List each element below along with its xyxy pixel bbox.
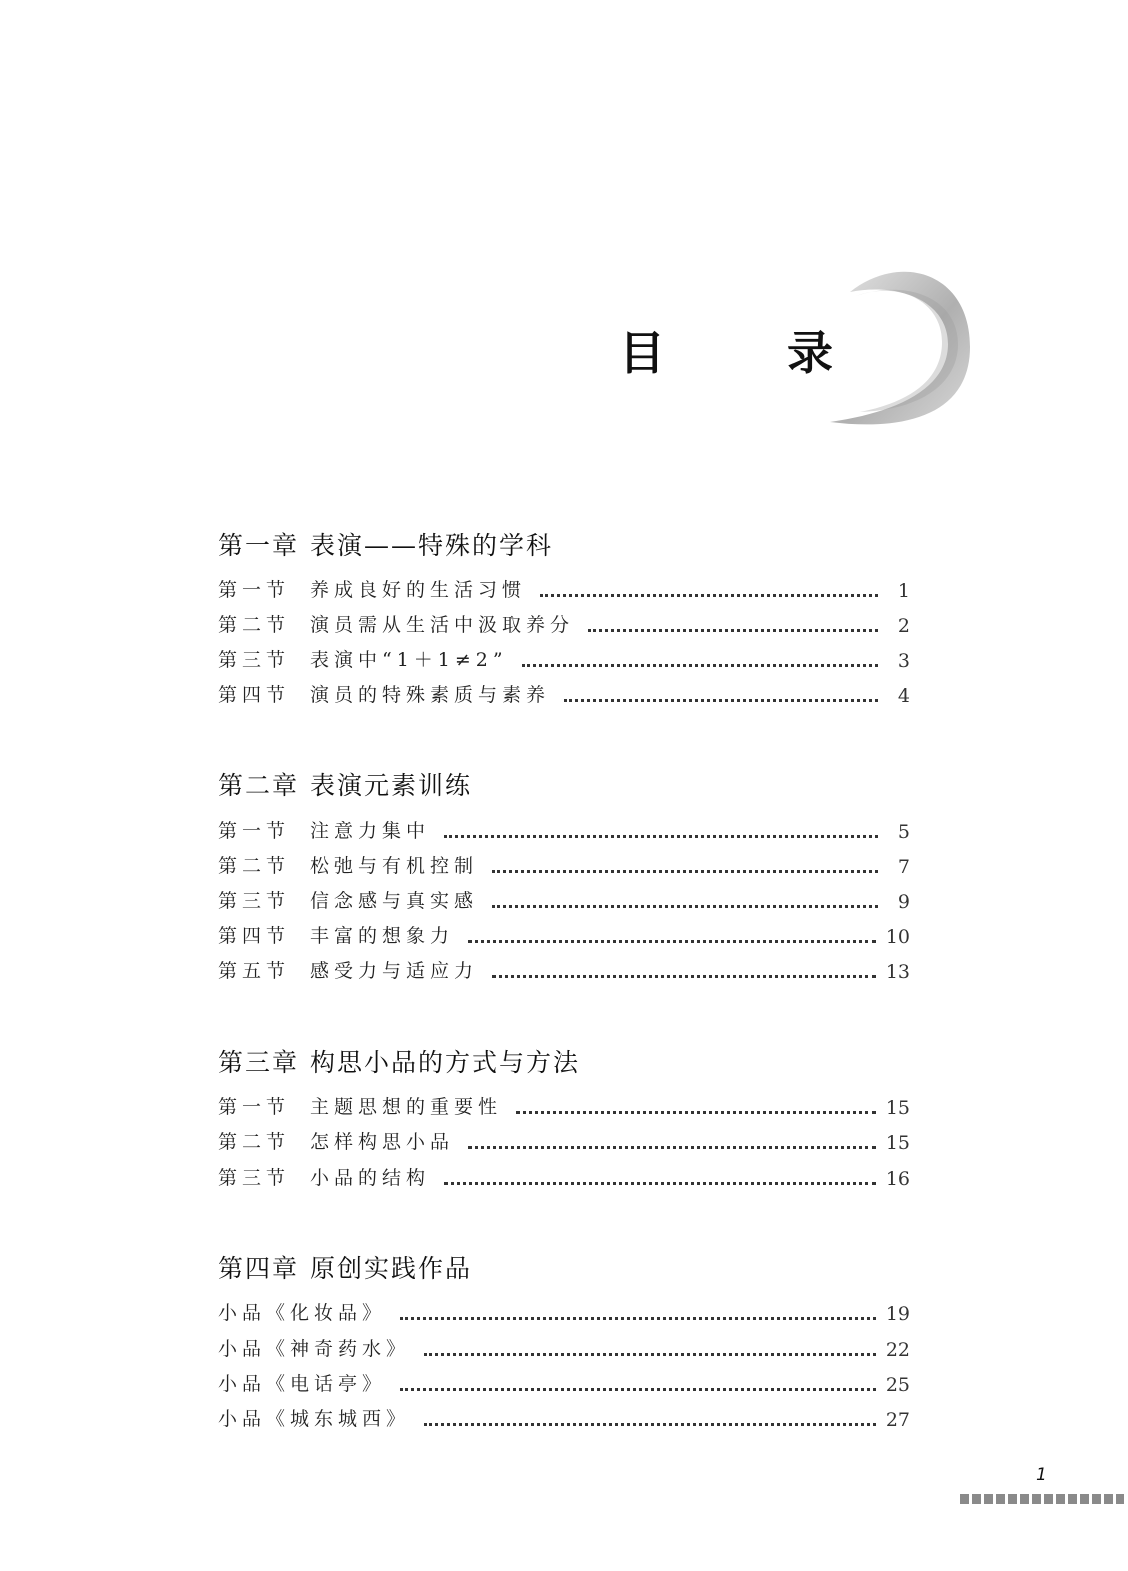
toc-entry[interactable] [218, 957, 910, 983]
section-label: 第四节 [218, 925, 291, 947]
leader-dots [564, 699, 878, 702]
toc-entry[interactable] [218, 852, 910, 878]
section-title: 注意力集中 [310, 820, 431, 842]
page-ref: 15 [885, 1097, 910, 1119]
chapter-number: 第二章 [218, 771, 300, 800]
leader-dots [492, 905, 878, 908]
toc-entry[interactable] [218, 922, 910, 948]
leader-dots [424, 1423, 876, 1426]
chapter-heading [218, 526, 553, 562]
toc-entry[interactable] [218, 681, 910, 707]
chapter-number: 第四章 [218, 1254, 300, 1283]
section-label: 第一节 [218, 820, 291, 842]
chapter-number: 第一章 [218, 531, 300, 560]
page-ref: 10 [885, 926, 910, 948]
page-ref: 2 [897, 615, 910, 637]
section-label: 第二节 [218, 1131, 291, 1153]
title-decoration-arc [830, 262, 980, 432]
section-label: 第三节 [218, 1167, 291, 1189]
chapter-heading [218, 766, 472, 802]
leader-dots [468, 940, 876, 943]
section-title: 感受力与适应力 [310, 960, 479, 982]
page-ref: 16 [885, 1168, 910, 1190]
toc-entry[interactable] [218, 1093, 910, 1119]
page-ref: 13 [885, 961, 910, 983]
leader-dots [468, 1146, 876, 1149]
toc-entry[interactable] [218, 576, 910, 602]
page-ref: 5 [897, 821, 910, 843]
section-title: 演员的特殊素质与素养 [310, 684, 551, 706]
page-ref: 27 [885, 1409, 910, 1431]
toc-entry[interactable] [218, 1335, 910, 1361]
page-ref: 7 [897, 856, 910, 878]
chapter-title: 表演元素训练 [310, 771, 473, 800]
section-label: 第四节 [218, 684, 291, 706]
section-label: 第二节 [218, 614, 291, 636]
section-title: 小品的结构 [310, 1167, 431, 1189]
section-title: 信念感与真实感 [310, 890, 479, 912]
leader-dots [444, 1182, 876, 1185]
section-title: 小品《城东城西》 [218, 1408, 411, 1430]
page-ref: 4 [897, 685, 910, 707]
heading-char-2: 录 [787, 326, 833, 380]
footer-decoration-bar [960, 1494, 1124, 1504]
toc-entry[interactable] [218, 1370, 910, 1396]
leader-dots [492, 975, 876, 978]
section-label: 第五节 [218, 960, 291, 982]
leader-dots [588, 629, 878, 632]
leader-dots [400, 1388, 876, 1391]
page-ref: 22 [885, 1339, 910, 1361]
toc-entry[interactable] [218, 1164, 910, 1190]
chapter-number: 第三章 [218, 1048, 300, 1077]
page-ref: 25 [885, 1374, 910, 1396]
section-title: 怎样构思小品 [310, 1131, 455, 1153]
section-title: 主题思想的重要性 [310, 1096, 503, 1118]
section-title: 小品《神奇药水》 [218, 1338, 411, 1360]
toc-entry[interactable] [218, 646, 910, 672]
toc-entry[interactable] [218, 1405, 910, 1431]
section-title: 小品《化妆品》 [218, 1302, 387, 1324]
toc-entry[interactable] [218, 611, 910, 637]
leader-dots [424, 1353, 876, 1356]
section-label: 第二节 [218, 855, 291, 877]
toc-entry[interactable] [218, 887, 910, 913]
leader-dots [516, 1111, 876, 1114]
section-title: 丰富的想象力 [310, 925, 455, 947]
section-label: 第三节 [218, 649, 291, 671]
section-title: 演员需从生活中汲取养分 [310, 614, 575, 636]
section-label: 第一节 [218, 1096, 291, 1118]
page-ref: 15 [885, 1132, 910, 1154]
section-title: 表演中“1＋1≠2” [310, 649, 508, 671]
section-title: 小品《电话亭》 [218, 1373, 387, 1395]
chapter-heading [218, 1043, 580, 1079]
chapter-heading [218, 1249, 472, 1285]
chapter-title: 构思小品的方式与方法 [310, 1048, 581, 1077]
page-ref: 9 [897, 891, 910, 913]
page-ref: 1 [897, 580, 910, 602]
leader-dots [522, 664, 878, 667]
section-label: 第一节 [218, 579, 291, 601]
section-title: 松弛与有机控制 [310, 855, 479, 877]
page-number: 1 [1036, 1465, 1047, 1485]
toc-entry[interactable] [218, 1299, 910, 1325]
toc-entry[interactable] [218, 1128, 910, 1154]
page-ref: 3 [897, 650, 910, 672]
leader-dots [492, 870, 878, 873]
chapter-title: 原创实践作品 [310, 1254, 473, 1283]
section-label: 第三节 [218, 890, 291, 912]
heading-char-1: 目 [619, 326, 665, 380]
chapter-title: 表演——特殊的学科 [310, 531, 554, 560]
page-ref: 19 [885, 1303, 910, 1325]
leader-dots [400, 1317, 876, 1320]
leader-dots [540, 594, 878, 597]
section-title: 养成良好的生活习惯 [310, 579, 527, 601]
leader-dots [444, 835, 878, 838]
toc-entry[interactable] [218, 817, 910, 843]
